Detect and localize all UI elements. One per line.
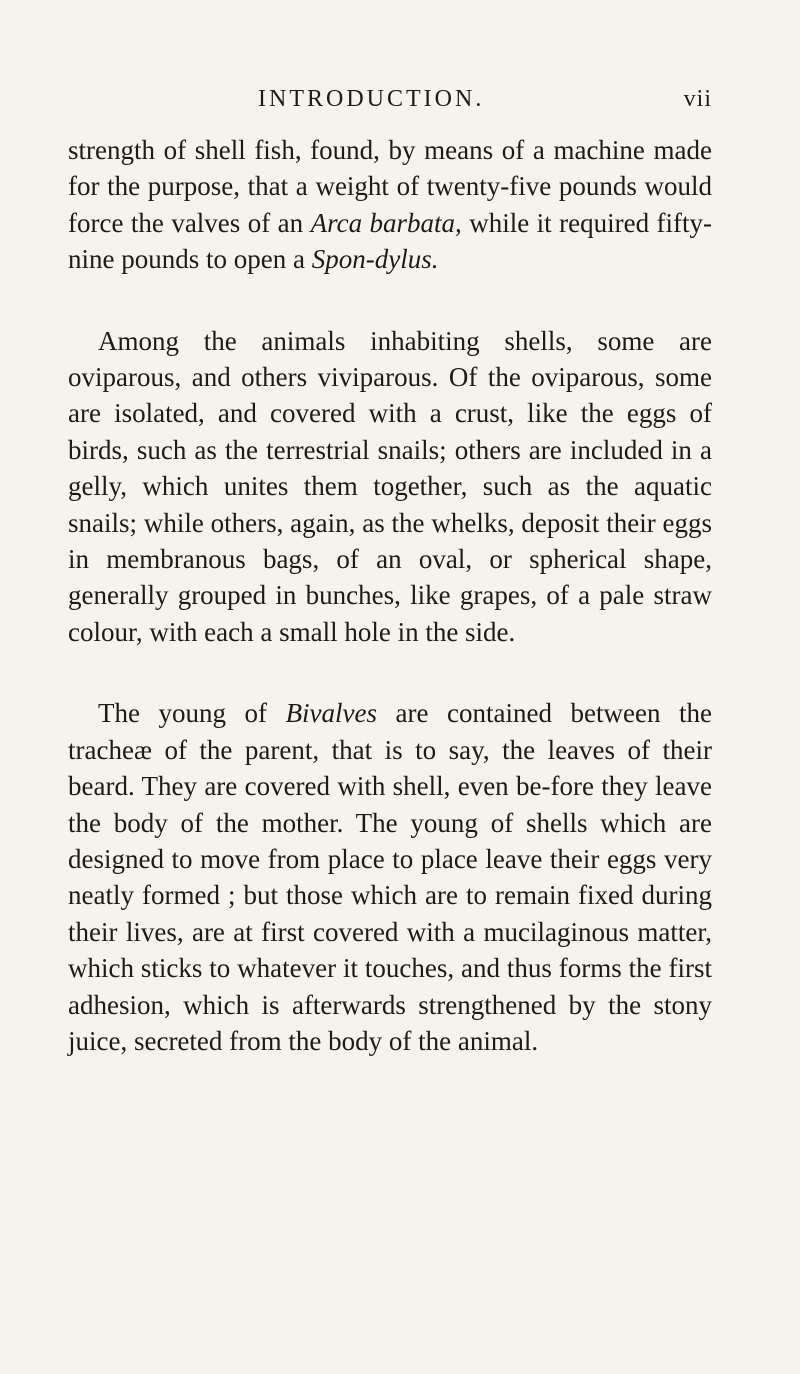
page-header [68, 86, 712, 120]
paragraph-3 [68, 695, 712, 1059]
italic-genus-name: Spon-dylus. [311, 244, 439, 275]
body-text [68, 132, 712, 1059]
text-run: while it required fifty-nine pounds to open a [68, 207, 712, 275]
page-number: vii [683, 86, 712, 112]
text-run: are contained between the tracheæ of the parent, that is to say, the leaves of their beard. They are covered with shell, even be-fore they leave the body of the mother. The young of shells which are designed to move from place to place leave their eggs very neatly formed ; but those which are to remain fixed during their lives, are at first covered with a mucilaginous matter, which sticks to whatever it touches, and thus forms the first adhesion, which is afterwards strengthened by the stony juice, secreted from the body of the animal. [68, 698, 712, 1056]
running-head: INTRODUCTION. [258, 86, 485, 112]
italic-species-name: Arca barbata, [310, 207, 462, 238]
paragraph-spacer [68, 650, 712, 695]
paragraph-2: Among the animals inhabiting shells, some are oviparous, and others viviparous. Of the oviparous, some are isolated, and covered with a crust, like the eggs of birds, such as the terrestrial snails; others are included in a gelly, which unites them together, such as the aquatic snails; while others, again, as the whelks, deposit their eggs in membranous bags, of an oval, or spherical shape, generally grouped in bunches, like grapes, of a pale straw colour, with each a small hole in the side. [68, 325, 712, 647]
text-run: The young of [98, 698, 286, 729]
paragraph-1 [68, 132, 712, 278]
italic-class-name: Bivalves [285, 698, 378, 729]
paragraph-spacer [68, 278, 712, 323]
text-run: strength of shell fish, found, by means of a machine made for the purpose, that a weight of twenty-five pounds would force the valves of an [68, 135, 712, 238]
